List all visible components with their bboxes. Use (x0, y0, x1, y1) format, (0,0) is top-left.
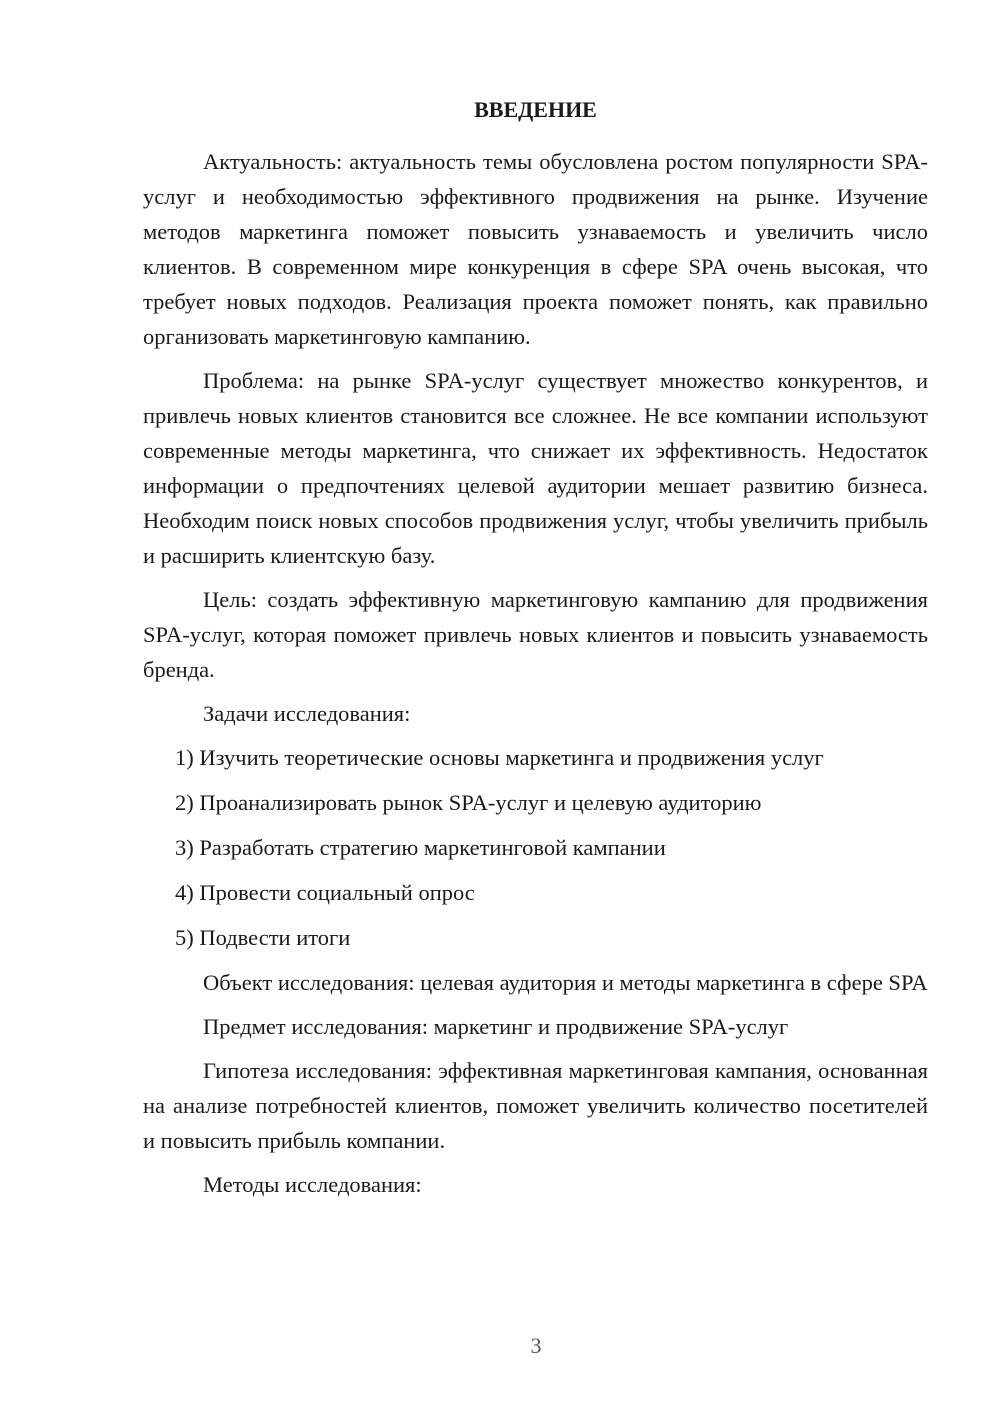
tasks-heading: Задачи исследования: (203, 701, 411, 726)
paragraph-object: Объект исследования: целевая аудитория и методы маркетинга в сфере SPA (203, 970, 928, 995)
paragraph-relevance: Актуальность: актуальность темы обусловлена ростом популярности SPA-услуг и необходимостью эффективного продвижения на рынке. Изучение методов маркетинга поможет повысить узнаваемость и увеличить число клиентов. В современном мире конкуренция в сфере SPA очень высокая, что требует новых подходов. Реализация проекта поможет понять, как правильно организовать маркетинговую кампанию. (143, 149, 928, 349)
paragraph-subject: Предмет исследования: маркетинг и продвижение SPA-услуг (203, 1014, 789, 1039)
methods-heading: Методы исследования: (203, 1172, 422, 1197)
paragraph-goal: Цель: создать эффективную маркетинговую кампанию для продвижения SPA-услуг, которая поможет привлечь новых клиентов и повысить узнаваемость бренда. (143, 587, 928, 682)
paragraph-hypothesis: Гипотеза исследования: эффективная маркетинговая кампания, основанная на анализе потребностей клиентов, поможет увеличить количество посетителей и повысить прибыль компании. (143, 1058, 928, 1153)
page-number: 3 (530, 1333, 542, 1358)
list-item: 1) Изучить теоретические основы маркетинга и продвижения услуг (175, 745, 824, 770)
tasks-list (143, 740, 928, 955)
paragraph-problem: Проблема: на рынке SPA-услуг существует множество конкурентов, и привлечь новых клиентов становится все сложнее. Не все компании используют современные методы маркетинга, что снижает их эффективность. Недостаток информации о предпочтениях целевой аудитории мешает развитию бизнеса. Необходим поиск новых способов продвижения услуг, чтобы увеличить прибыль и расширить клиентскую базу. (143, 368, 928, 568)
list-item: 4) Провести социальный опрос (175, 880, 475, 905)
list-item: 3) Разработать стратегию маркетинговой кампании (175, 835, 666, 860)
document-title: ВВЕДЕНИЕ (474, 97, 597, 122)
document-page (143, 92, 928, 1211)
list-item: 2) Проанализировать рынок SPA-услуг и целевую аудиторию (175, 790, 762, 815)
list-item: 5) Подвести итоги (175, 925, 351, 950)
